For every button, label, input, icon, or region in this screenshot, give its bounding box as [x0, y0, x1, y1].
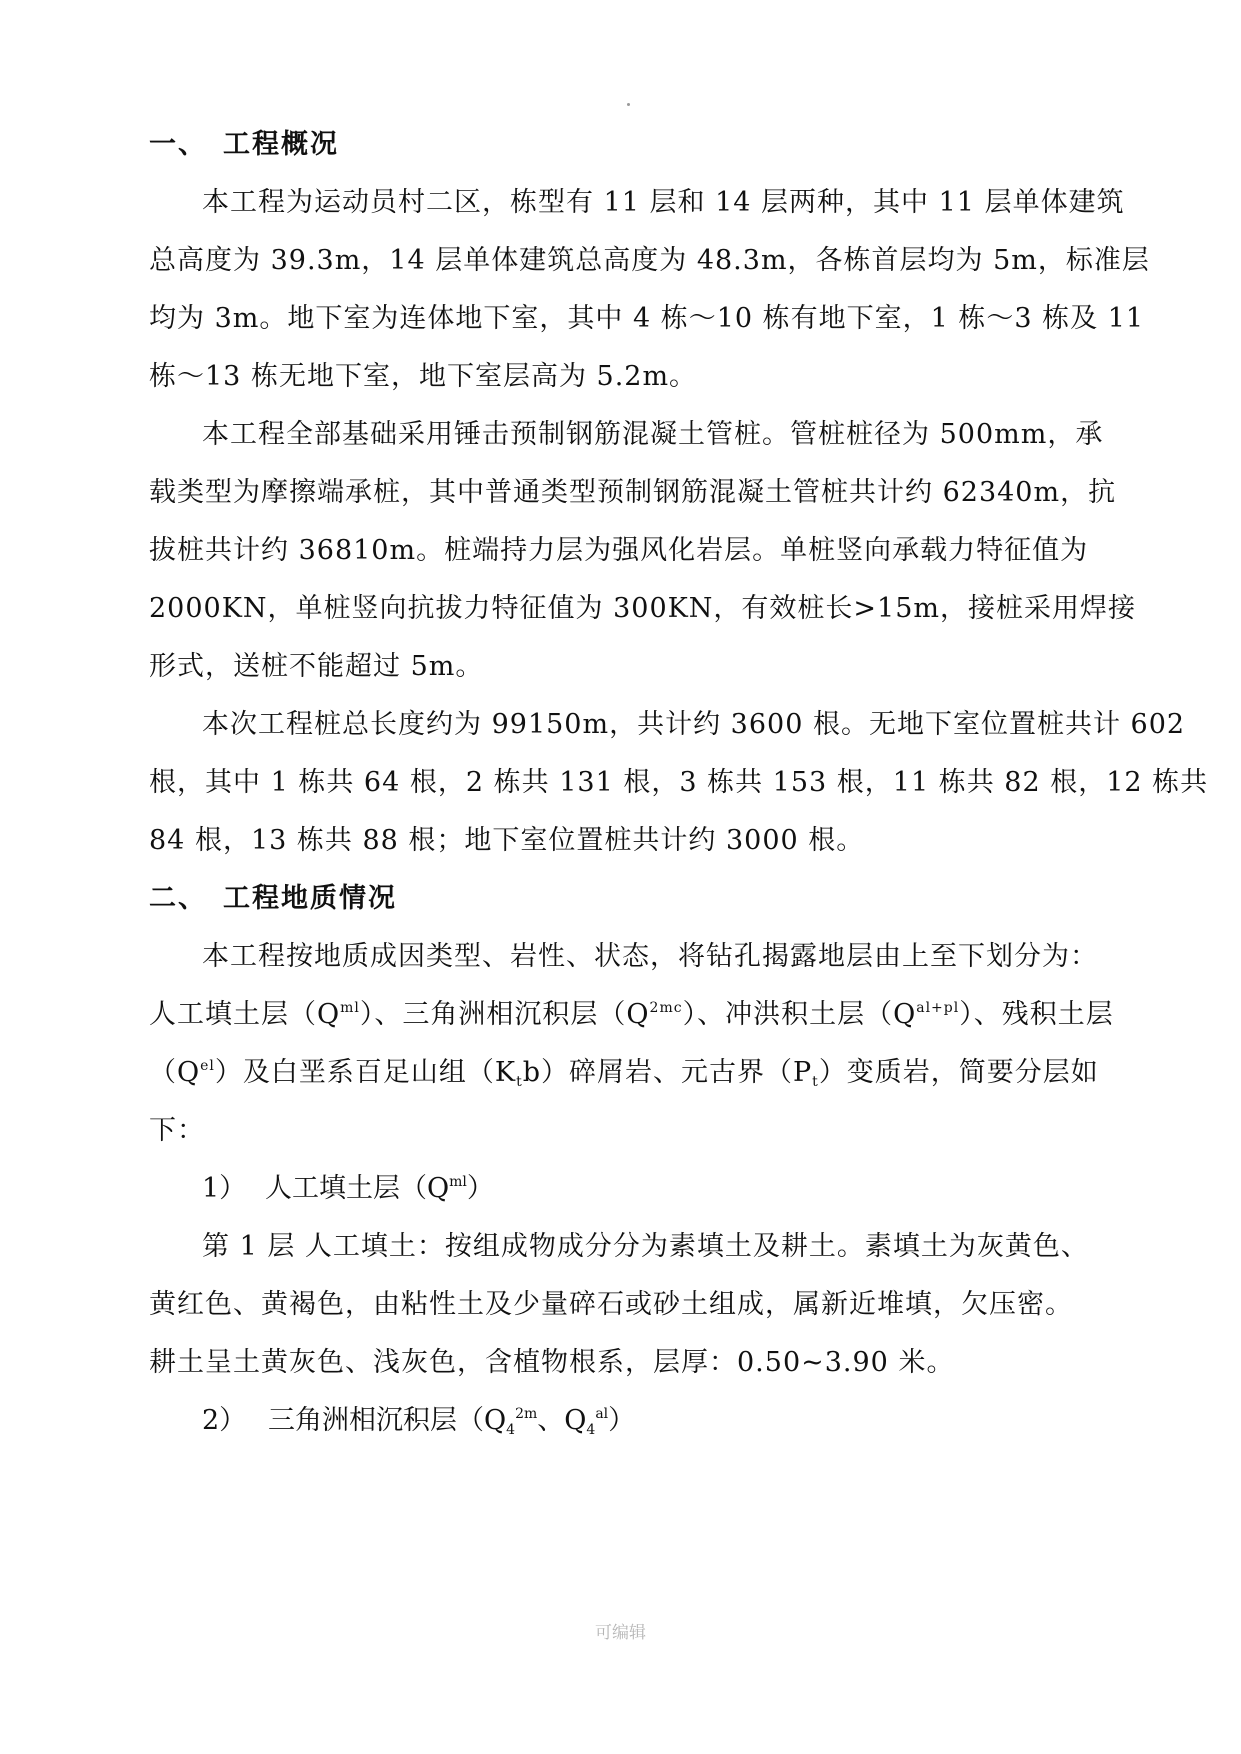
- header-dot: [627, 103, 630, 106]
- para3-line1: 本次工程桩总长度约为 99150m，共计约 3600 根。无地下室位置桩共计 602: [202, 709, 1186, 740]
- para2-line2: 载类型为摩擦端承桩，其中普通类型预制钢筋混凝土管桩共计约 62340m，抗: [149, 477, 1117, 508]
- para1-line1: 本工程为运动员村二区，栋型有 11 层和 14 层两种，其中 11 层单体建筑: [202, 187, 1125, 218]
- section-1-number: 一、: [149, 129, 207, 160]
- para3-line3: 84 根，13 栋共 88 根；地下室位置桩共计约 3000 根。: [149, 825, 865, 856]
- intro-line2: 人工填土层$(Q^{ml})$、三角洲相沉积层$(Q^{2mc})$、冲洪积土层$(Q^{al+pl})$、残积土层: [149, 999, 1114, 1030]
- para3-line2: 根，其中 1 栋共 64 根，2 栋共 131 根，3 栋共 153 根，11 栋共 82 根，12 栋共: [149, 767, 1209, 798]
- item-2-title: 三角洲相沉积层（$Q_4^{2m}$、$Q_4^{al}$）: [268, 1405, 636, 1438]
- layer1-line1: 第 1 层 人工填土：按组成物成分分为素填土及耕土。素填土为灰黄色、: [202, 1231, 1089, 1262]
- item-2-number: 2）: [202, 1405, 247, 1436]
- layer1-line2: 黄红色、黄褐色，由粘性土及少量碎石或砂土组成，属新近堆填，欠压密。: [149, 1289, 1073, 1320]
- para1-line3: 均为 3m。地下室为连体地下室，其中 4 栋～10 栋有地下室，1 栋～3 栋及 11: [149, 303, 1145, 334]
- section-2-title: 工程地质情况: [223, 883, 397, 914]
- item-1-number: 1）: [202, 1173, 247, 1204]
- item-1-title: 人工填土层$(Q^{ml})$: [265, 1173, 494, 1204]
- layer1-line3: 耕土呈土黄灰色、浅灰色，含植物根系，层厚：0.50~3.90 米。: [149, 1347, 955, 1378]
- intro-line3: $(Q^{el})$及白垩系百足山组$(K_tb)$碎屑岩、元古界$(P_t)$变质岩，简要分层如: [149, 1057, 1099, 1090]
- intro-line4: 下：: [149, 1115, 205, 1146]
- para2-line5: 形式，送桩不能超过 5m。: [149, 651, 484, 682]
- footer-editable-label: 可编辑: [595, 1623, 646, 1643]
- para1-line2: 总高度为 39.3m，14 层单体建筑总高度为 48.3m，各栋首层均为 5m，标准层: [149, 245, 1150, 276]
- section-2-heading: [149, 876, 397, 915]
- section-2-number: 二、: [149, 883, 207, 914]
- para2-line4: 2000KN，单桩竖向抗拔力特征值为 300KN，有效桩长>15m，接桩采用焊接: [149, 593, 1137, 624]
- para2-line1: 本工程全部基础采用锤击预制钢筋混凝土管桩。管桩桩径为 500mm，承: [202, 419, 1104, 450]
- section-1-heading: [149, 122, 339, 161]
- intro-line1: 本工程按地质成因类型、岩性、状态，将钻孔揭露地层由上至下划分为：: [202, 941, 1098, 972]
- para2-line3: 拔桩共计约 36810m。桩端持力层为强风化岩层。单桩竖向承载力特征值为: [149, 535, 1089, 566]
- para1-line4: 栋～13 栋无地下室，地下室层高为 5.2m。: [149, 361, 698, 392]
- section-1-title: 工程概况: [223, 129, 339, 160]
